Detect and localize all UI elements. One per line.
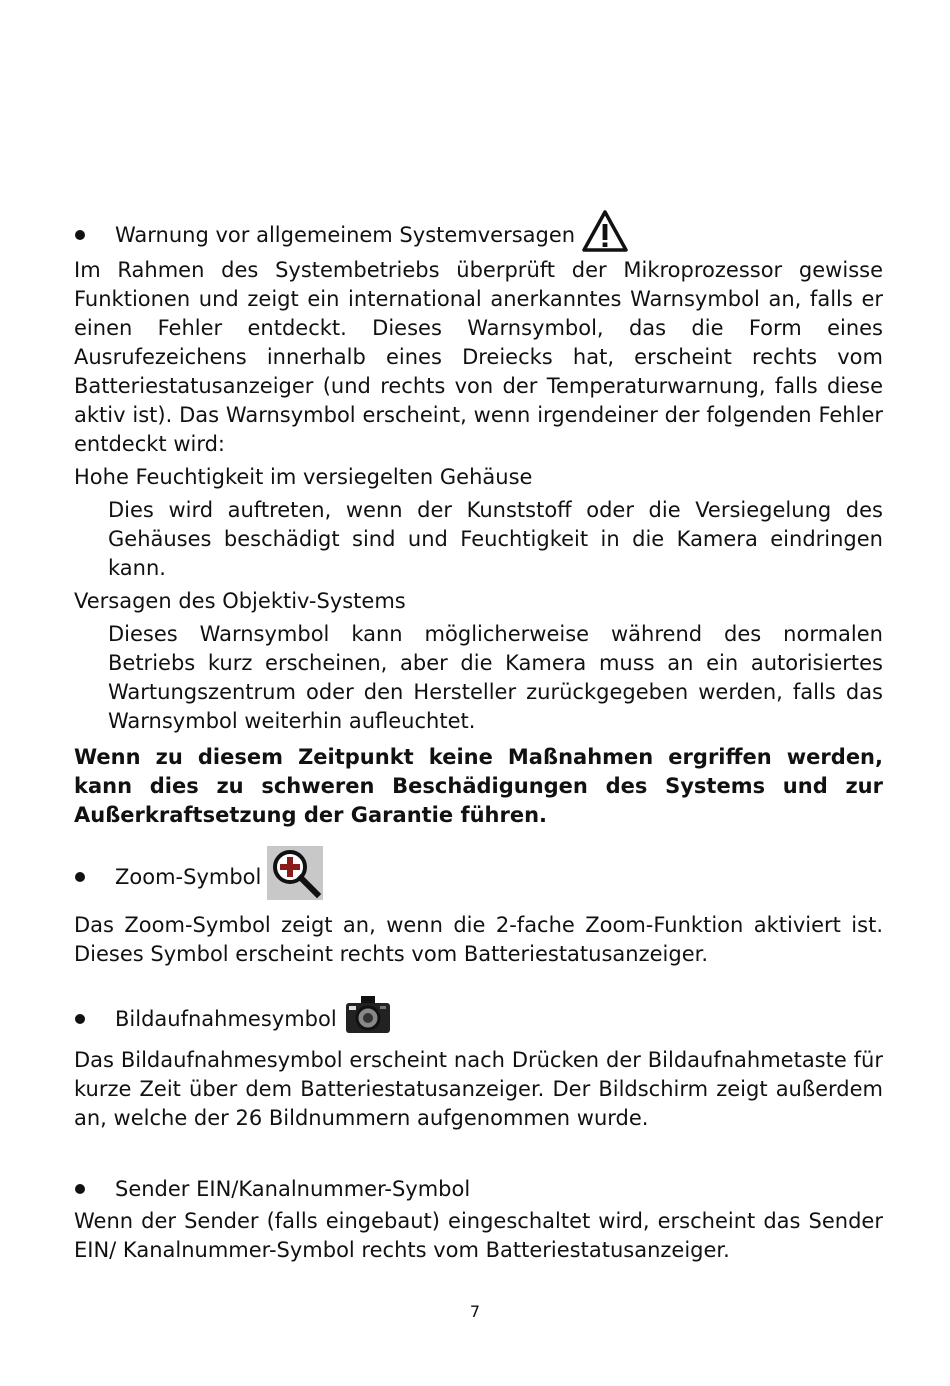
section-capture-symbol: [74, 995, 883, 1133]
bullet-dot: [75, 1184, 85, 1194]
section-heading: Warnung vor allgemeinem Systemversagen: [115, 222, 576, 247]
warning-triangle-icon: [581, 209, 629, 261]
bullet-dot: [75, 230, 85, 240]
section-heading: Sender EIN/Kanalnummer-Symbol: [115, 1176, 471, 1201]
section-heading: Zoom-Symbol: [115, 864, 262, 889]
section-transmitter-symbol: [74, 1171, 883, 1265]
fault-description: Dies wird auftreten, wenn der Kunststoff oder die Versiegelung des Gehäuses beschädigt sind und Feuchtigkeit in die Kamera eindringen kann.: [108, 498, 883, 580]
fault-title: Hohe Feuchtigkeit im versiegelten Gehäuse: [74, 465, 533, 489]
bullet-heading: [74, 1171, 883, 1207]
fault-description: Dieses Warnsymbol kann möglicherweise während des normalen Betriebs kurz erscheinen, aber die Kamera muss an ein autorisiertes Wartungszentrum oder den Hersteller zurückgegeben werden, falls das Warnsymbol weiterhin aufleuchtet.: [108, 622, 883, 733]
page-number: 7: [469, 1302, 481, 1321]
warranty-notice: Wenn zu diesem Zeitpunkt keine Maßnahmen ergriffen werden, kann dies zu schweren Beschädigungen des Systems und zur Außerkraftsetzung der Garantie führen.: [74, 745, 883, 827]
section-heading: Bildaufnahmesymbol: [115, 1006, 337, 1031]
section-body: Das Bildaufnahmesymbol erscheint nach Drücken der Bildaufnahmetaste für kurze Zeit über dem Batteriestatusanzeiger. Der Bildschirm zeigt außerdem an, welche der 26 Bildnummern aufgenommen wurde.: [74, 1048, 883, 1130]
bullet-dot: [75, 1014, 85, 1024]
fault-title: Versagen des Objektiv-Systems: [74, 589, 406, 613]
zoom-magnifier-icon: [267, 846, 323, 908]
section-system-failure-warning: [74, 214, 883, 830]
bullet-heading: [74, 995, 883, 1043]
camera-icon: [343, 993, 393, 1045]
bullet-heading: [74, 214, 883, 256]
section-zoom-symbol: [74, 848, 883, 969]
bullet-dot: [75, 872, 85, 882]
bullet-heading: [74, 848, 883, 906]
section-body: Wenn der Sender (falls eingebaut) eingeschaltet wird, erscheint das Sender EIN/ Kanalnummer-Symbol rechts vom Batteriestatusanzeiger.: [74, 1209, 883, 1262]
manual-page-content: [74, 214, 883, 1265]
section-body: Im Rahmen des Systembetriebs überprüft der Mikroprozessor gewisse Funktionen und zeigt ein international anerkanntes Warnsymbol an, falls er einen Fehler entdeckt. Dieses Warnsymbol, das die Form eines Ausrufezeichens innerhalb eines Dreiecks hat, erscheint rechts vom Batteriestatusanzeiger (und rechts von der Temperaturwarnung, falls diese aktiv ist). Das Warnsymbol erscheint, wenn irgendeiner der folgenden Fehler entdeckt wird:: [74, 258, 883, 456]
section-body: Das Zoom-Symbol zeigt an, wenn die 2-fache Zoom-Funktion aktiviert ist. Dieses Symbol erscheint rechts vom Batteriestatusanzeiger.: [74, 913, 883, 966]
